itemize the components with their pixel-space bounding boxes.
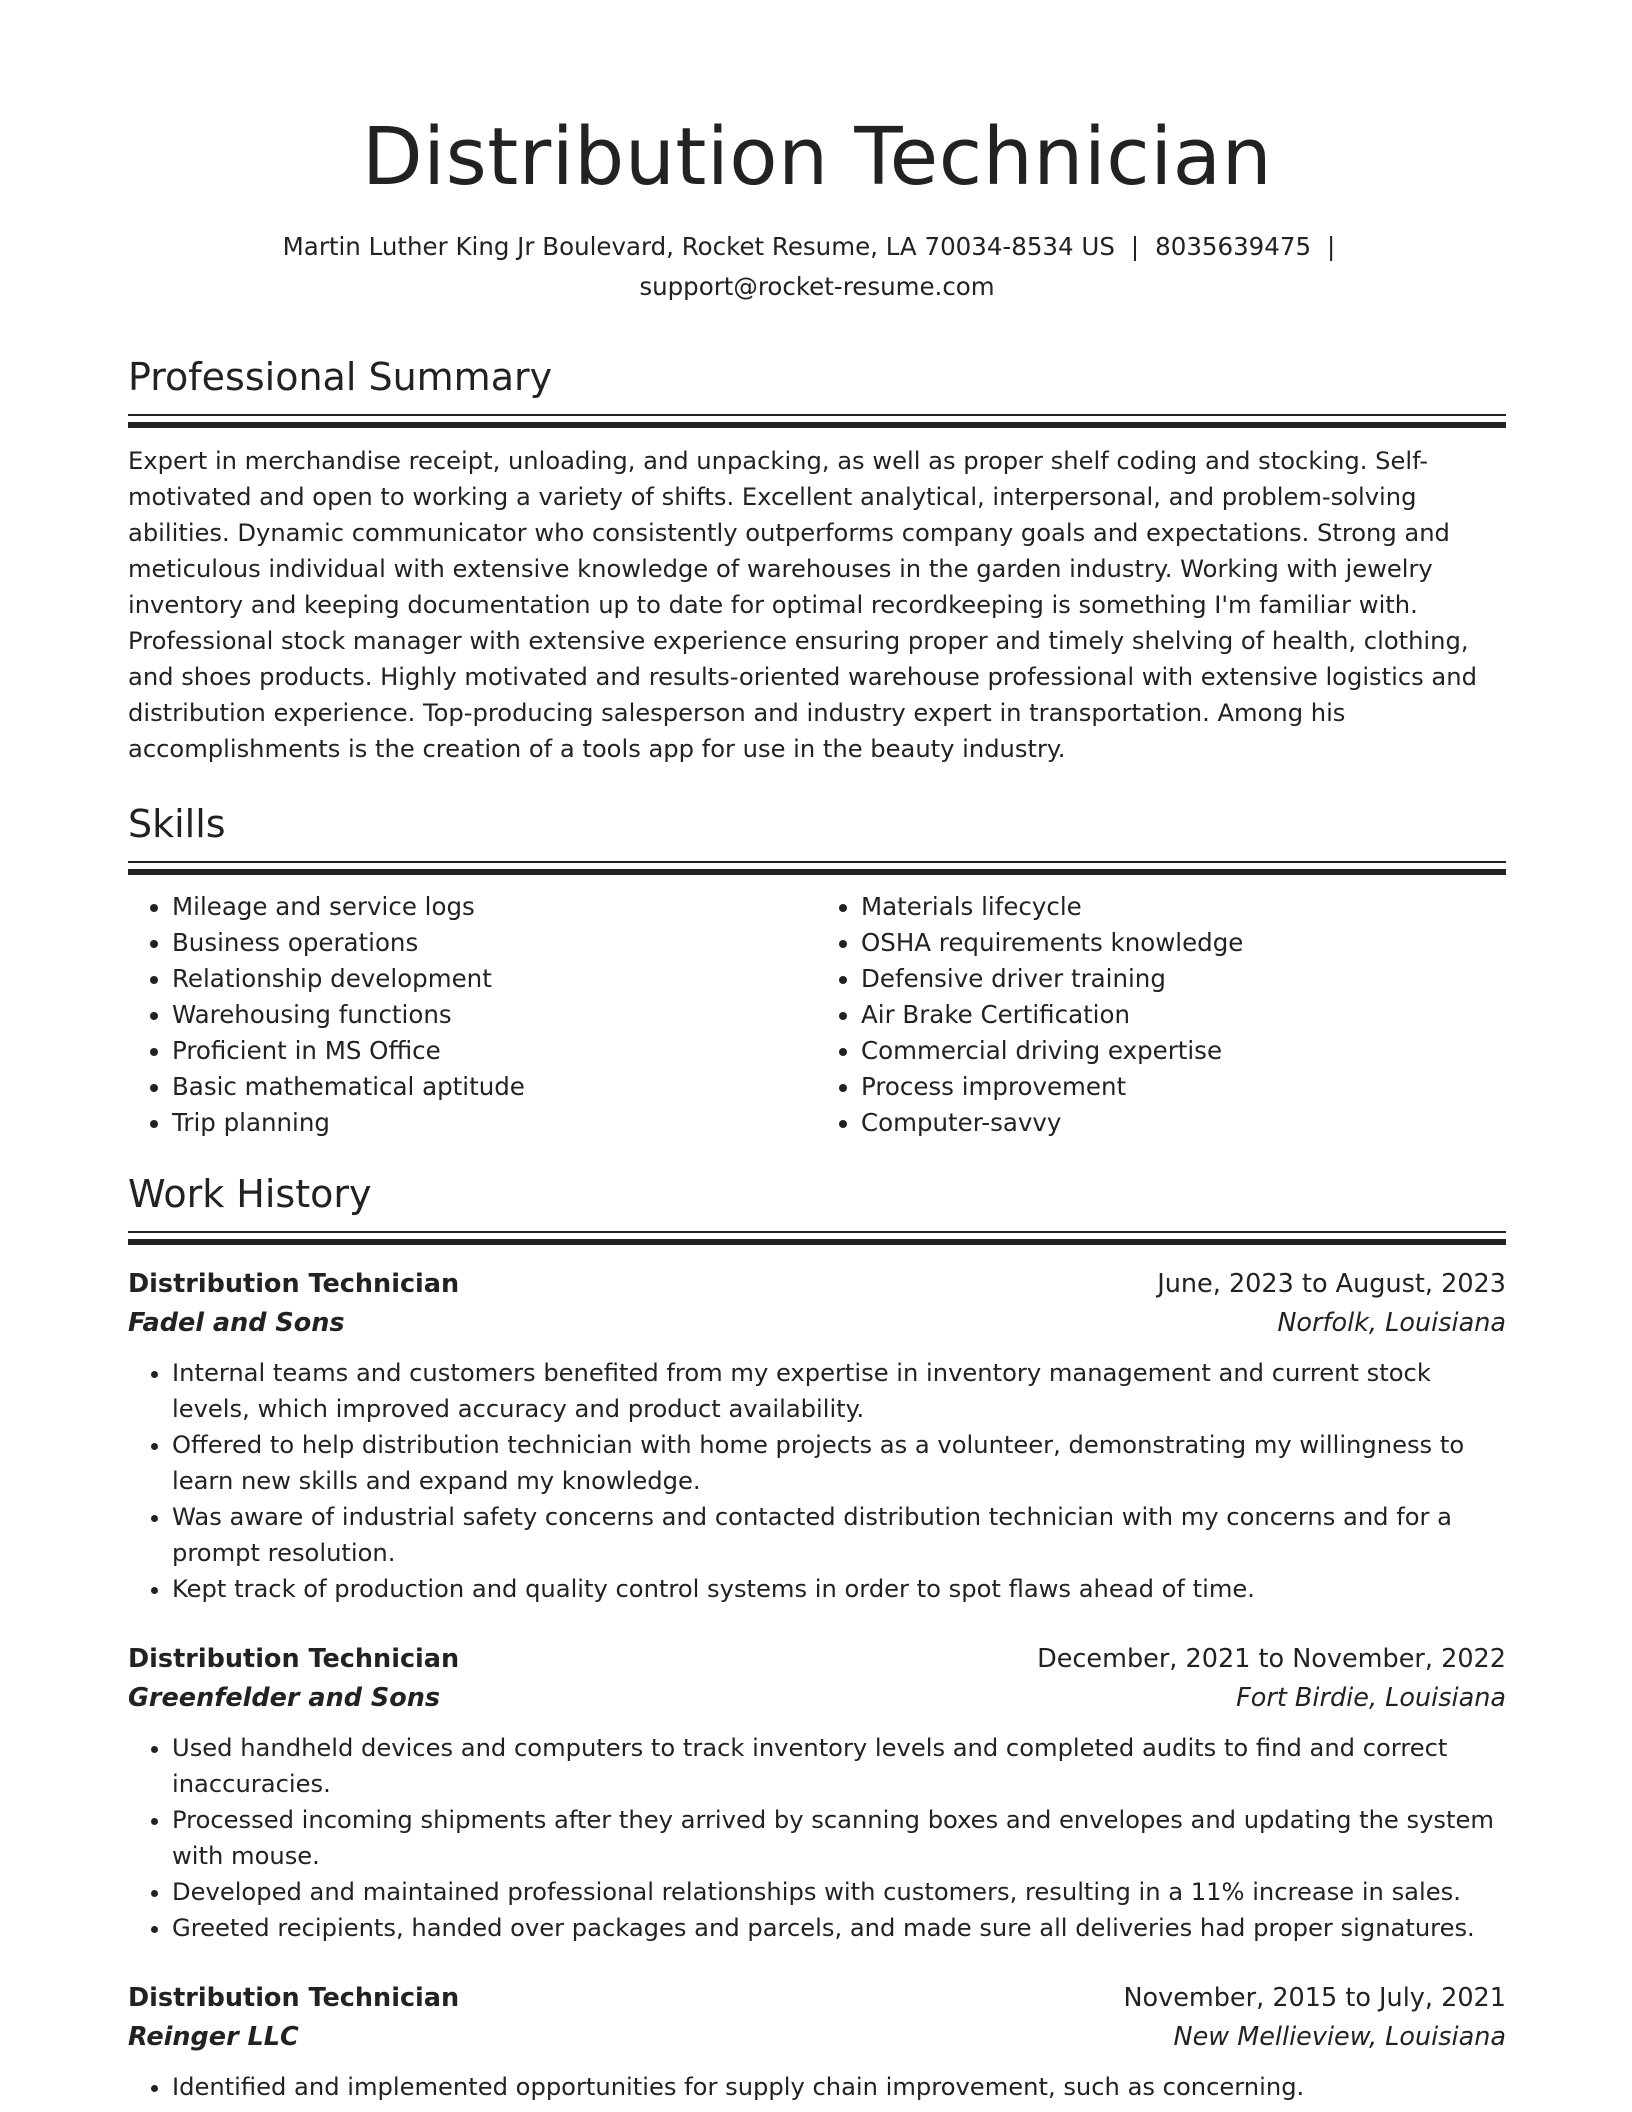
job-bullet: • Kept track of production and quality control systems in order to spot flaws ahead of time. — [172, 1571, 1506, 1607]
resume-name: Distribution Technician — [361, 111, 1273, 203]
skill-item: • Commercial driving expertise — [861, 1033, 1506, 1069]
job-bullets — [128, 1355, 1506, 1607]
skill-item: • Air Brake Certification — [861, 997, 1506, 1033]
rule-thick-line — [128, 869, 1506, 875]
contact-address: Martin Luther King Jr Boulevard, Rocket Resume, LA 70034-8534 US — [282, 232, 1115, 261]
job-bullet: • Identified and implemented opportunities for supply chain improvement, such as concerning. — [172, 2069, 1506, 2105]
job-company: Reinger LLC — [128, 2022, 299, 2052]
skill-item: • Relationship development — [172, 961, 817, 997]
contact-line-2 — [128, 267, 1506, 307]
contact-info — [128, 227, 1506, 307]
job-header-row — [128, 1979, 1506, 2018]
section-title-work-history: Work History — [128, 1172, 372, 1216]
skill-item: • Proficient in MS Office — [172, 1033, 817, 1069]
contact-separator: | — [1130, 232, 1140, 261]
job-company-row — [128, 1304, 1506, 1343]
contact-separator: | — [1327, 232, 1336, 261]
rule-thick-line — [128, 422, 1506, 428]
contact-phone: 8035639475 — [1155, 232, 1312, 261]
job-title: Distribution Technician — [128, 1644, 460, 1674]
job-dates: December, 2021 to November, 2022 — [1037, 1644, 1506, 1674]
skill-item: • Materials lifecycle — [861, 889, 1506, 925]
job-title: Distribution Technician — [128, 1269, 460, 1299]
skill-item: • OSHA requirements knowledge — [861, 925, 1506, 961]
job-bullet: • Processed incoming shipments after they arrived by scanning boxes and envelopes and updating the system with mouse. — [172, 1802, 1506, 1874]
work-history-section — [128, 1172, 1506, 2105]
skills-list-left — [128, 889, 817, 1141]
section-title-skills: Skills — [128, 802, 226, 846]
skill-item: • Warehousing functions — [172, 997, 817, 1033]
summary-text: Expert in merchandise receipt, unloading, and unpacking, as well as proper shelf coding and stocking. Self-motivated and open to working a variety of shifts. Excellent analytical, interpersonal, and problem-solving abilities. Dynamic communicator who consistently outperforms company goals and expectations. Strong and meticulous individual with extensive knowledge of warehouses in the garden industry. Working with jewelry inventory and keeping documentation up to date for optimal recordkeeping is something I'm familiar with. Professional stock manager with extensive experience ensuring proper and timely shelving of health, clothing, and shoes products. Highly motivated and results-oriented warehouse professional with extensive logistics and distribution experience. Top-producing salesperson and industry expert in transportation. Among his accomplishments is the creation of a tools app for use in the beauty industry. — [128, 447, 1477, 763]
skill-item: • Basic mathematical aptitude — [172, 1069, 817, 1105]
job-header-row — [128, 1265, 1506, 1304]
skill-item: • Business operations — [172, 925, 817, 961]
section-title-summary: Professional Summary — [128, 355, 553, 399]
job-location: Norfolk, Louisiana — [1277, 1308, 1506, 1338]
job-bullets — [128, 2069, 1506, 2105]
job-bullet: • Offered to help distribution technician with home projects as a volunteer, demonstrating my willingness to learn new skills and expand my knowledge. — [172, 1427, 1506, 1499]
job-location: New Mellieview, Louisiana — [1173, 2022, 1506, 2052]
job-company: Fadel and Sons — [128, 1308, 345, 1338]
job-header-row — [128, 1640, 1506, 1679]
job-title: Distribution Technician — [128, 1983, 460, 2013]
job-entry — [128, 1640, 1506, 1946]
skill-item: • Process improvement — [861, 1069, 1506, 1105]
skills-list-right — [817, 889, 1506, 1141]
job-company: Greenfelder and Sons — [128, 1683, 441, 1713]
job-bullet: • Internal teams and customers benefited from my expertise in inventory management and current stock levels, which improved accuracy and product availability. — [172, 1355, 1506, 1427]
job-company-row — [128, 2018, 1506, 2057]
job-entry — [128, 1265, 1506, 1607]
contact-line-1 — [128, 227, 1506, 267]
rule-thick-line — [128, 1239, 1506, 1245]
skill-item: • Defensive driver training — [861, 961, 1506, 997]
job-entry — [128, 1979, 1506, 2105]
skills-section — [128, 802, 1506, 1141]
job-company-row — [128, 1679, 1506, 1718]
job-location: Fort Birdie, Louisiana — [1236, 1683, 1506, 1713]
job-dates: November, 2015 to July, 2021 — [1123, 1983, 1506, 2013]
contact-email: support@rocket-resume.com — [639, 272, 995, 301]
job-bullet: • Developed and maintained professional relationships with customers, resulting in a 11% increase in sales. — [172, 1874, 1506, 1910]
skill-item: • Computer-savvy — [861, 1105, 1506, 1141]
section-rule — [128, 861, 1506, 875]
job-bullet: • Used handheld devices and computers to track inventory levels and completed audits to find and correct inaccuracies. — [172, 1730, 1506, 1802]
skill-item: • Mileage and service logs — [172, 889, 817, 925]
section-rule — [128, 1231, 1506, 1245]
job-bullets — [128, 1730, 1506, 1946]
skills-columns — [128, 889, 1506, 1141]
job-bullet: • Was aware of industrial safety concerns and contacted distribution technician with my concerns and for a prompt resolution. — [172, 1499, 1506, 1571]
job-dates: June, 2023 to August, 2023 — [1157, 1269, 1506, 1299]
skill-item: • Trip planning — [172, 1105, 817, 1141]
summary-section — [128, 355, 1506, 767]
section-rule — [128, 414, 1506, 428]
job-bullet: • Greeted recipients, handed over packages and parcels, and made sure all deliveries had proper signatures. — [172, 1910, 1506, 1946]
